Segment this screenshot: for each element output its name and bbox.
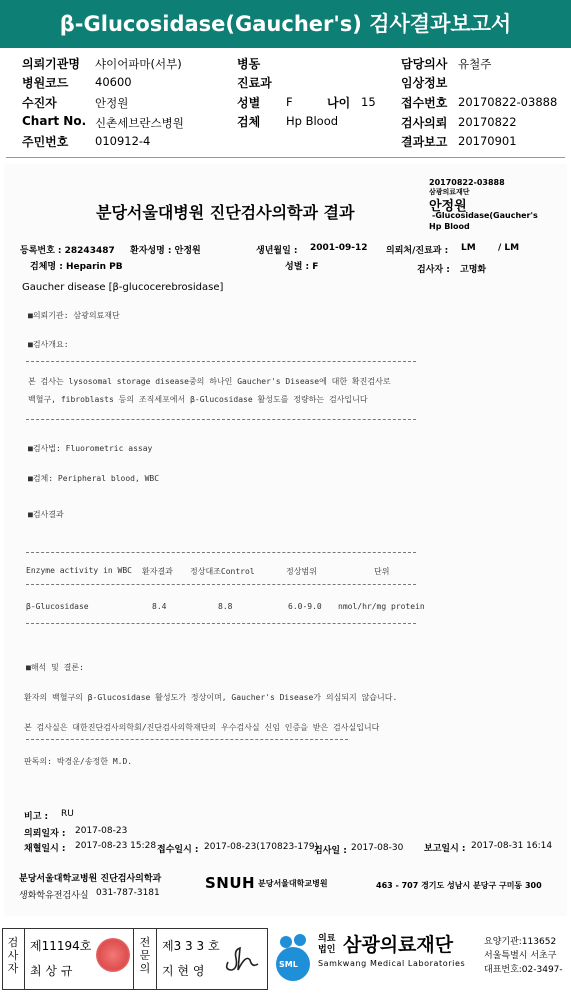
age-value: 15 (361, 95, 376, 109)
footer-org: 분당서울대학교병원 진단검사의학과 (19, 874, 162, 884)
foundation-small-1: 의료 (318, 934, 336, 944)
sml-logo-icon (272, 930, 314, 986)
foundation-name: 삼광의료재단 (343, 934, 454, 956)
sex-value: F (286, 95, 293, 109)
divider (156, 928, 157, 990)
examiner-value: 고명화 (460, 265, 487, 275)
specimen-name: 검체명 : Heparin PB (30, 262, 123, 272)
table-cell-enzyme: β-Glucosidase (26, 602, 89, 611)
collector-value: 안정원 (95, 96, 129, 110)
table-header-enzyme: Enzyme activity in WBC (26, 566, 132, 575)
foundation-english: Samkwang Medical Laboratories (318, 959, 466, 968)
summary-line-1: 본 검사는 lysosomal storage disease중의 하나인 Gaucher's Disease에 대한 확진검사로 (28, 377, 391, 386)
receive-value: 2017-08-23(170823-179) (204, 842, 319, 852)
dashed-rule (26, 584, 416, 585)
receipt-label: 접수번호 (401, 96, 448, 110)
footer-phone: 031-787-3181 (96, 888, 160, 898)
table-header-unit: 단위 (374, 567, 390, 576)
test-date-value: 2017-08-30 (351, 843, 404, 853)
ward-label: 병동 (237, 57, 261, 71)
patient-name: 환자성명 : 안정원 (130, 246, 201, 256)
clinical-label: 임상정보 (401, 76, 448, 90)
request-value: 20170822 (458, 115, 517, 129)
stamp-specimen: Hp Blood (429, 222, 470, 231)
reg-number: 등록번호 : 28243487 (20, 246, 115, 256)
stamp-test: -Glucosidase(Gaucher's (432, 211, 538, 220)
collector-label: 수진자 (22, 96, 57, 110)
age-label: 나이 (327, 96, 351, 110)
specialist-vertical-label (138, 936, 152, 975)
inspector-char: 사 (7, 949, 19, 962)
note-value: RU (61, 809, 74, 819)
id-value: 010912-4 (95, 134, 151, 148)
collect-label: 채혈일시 : (24, 844, 66, 854)
stamp-org: 삼광의료재단 (429, 188, 470, 196)
table-cell-unit: nmol/hr/mg protein (338, 602, 425, 611)
address: 463 - 707 경기도 성남시 분당구 구미동 300 (376, 881, 542, 890)
report-date-value: 2017-08-31 16:14 (471, 841, 553, 851)
code-value: 40600 (95, 75, 132, 89)
footer (0, 926, 571, 994)
dept-label: 의뢰처/진료과 : (386, 246, 449, 256)
summary-heading: ■검사개요: (28, 340, 69, 349)
inspector-number: 제11194호 (30, 939, 92, 953)
inspector-char: 자 (7, 962, 19, 975)
code-label: 병원코드 (22, 76, 69, 90)
org-value: 샤이어파마(서부) (95, 57, 182, 71)
inspector-name: 최 상 규 (30, 964, 73, 978)
specimen-line: ■검체: Peripheral blood, WBC (28, 474, 160, 483)
page-title: β-Glucosidase(Gaucher's) 검사결과보고서 (59, 12, 512, 36)
disease-title: Gaucher disease [β-glucocerebrosidase] (22, 282, 224, 293)
sml-logo-text: SML (279, 960, 298, 969)
divider (6, 157, 565, 158)
seal-stamp (96, 938, 130, 972)
req-date-value: 2017-08-23 (75, 826, 128, 836)
specialist-char: 전 (139, 936, 151, 949)
req-date-label: 의뢰일자 : (24, 829, 66, 839)
result-heading: ■검사결과 (28, 510, 64, 519)
table-header-range: 정상범위 (286, 567, 317, 576)
doctor-value: 유철주 (458, 57, 492, 71)
test-label: 검체 (237, 115, 261, 129)
snuh-name: 분당서울대학교병원 (258, 879, 328, 888)
id-label: 주민번호 (22, 135, 69, 149)
org-line: ■의뢰기관: 삼광의료재단 (28, 311, 120, 320)
sex-label: 성별 (237, 96, 261, 110)
examiner-label: 검사자 : (417, 265, 450, 275)
summary-line-2: 백혈구, fibroblasts 등의 조직세포에서 β-Glucosidase 활성도를 정량하는 검사입니다 (28, 395, 368, 404)
divider (133, 928, 134, 990)
test-date-label: 검사일 : (314, 846, 347, 856)
receipt-value: 20170822-03888 (458, 95, 558, 109)
contact-line-2: 서울특별시 서초구 (484, 951, 557, 961)
dept-value: LM (461, 243, 476, 253)
foundation-small-2: 법인 (318, 945, 336, 955)
test-value: Hp Blood (286, 114, 339, 128)
note-label: 비고 : (24, 812, 49, 822)
chart-value: 신촌세브란스병원 (95, 116, 184, 130)
report-sex: 성별 : F (285, 262, 319, 272)
doctor-label: 담당의사 (401, 57, 448, 71)
table-cell-range: 6.0-9.0 (288, 602, 322, 611)
dob-value: 2001-09-12 (310, 243, 368, 253)
contact-line-1: 요양기관:113652 (484, 937, 557, 947)
dashed-rule (26, 739, 348, 740)
receive-label: 접수일시 : (157, 845, 199, 855)
interpretation-heading: ■해석 및 결론: (26, 663, 84, 672)
specialist-name: 지 현 영 (162, 964, 205, 978)
report-sheet (4, 164, 567, 916)
stamp-number: 20170822-03888 (429, 178, 505, 187)
report-date-label: 보고일시 : (424, 844, 466, 854)
snuh-logo: SNUH (205, 874, 256, 892)
dept-label: 진료과 (237, 76, 272, 90)
table-cell-control: 8.8 (218, 602, 233, 611)
footer-lab: 생화학유전검사실 (19, 891, 89, 901)
specialist-number: 제3 3 3 호 (162, 939, 220, 953)
report-label: 결과보고 (401, 135, 448, 149)
dashed-rule (26, 623, 416, 624)
contact-line-3: 대표번호:02-3497- (484, 965, 563, 975)
dashed-rule (26, 419, 416, 420)
signature-icon (222, 940, 262, 976)
inspector-vertical-label (6, 936, 20, 975)
divider (24, 928, 25, 990)
reader-line: 판독의: 박경운/송정한 M.D. (24, 757, 133, 766)
inspector-char: 검 (7, 936, 19, 949)
interpretation-line-1: 환자의 백혈구의 β-Glucosidase 활성도가 정상이며, Gaucher's Disease가 의심되지 않습니다. (24, 693, 398, 702)
specialist-char: 문 (139, 949, 151, 962)
chart-label: Chart No. (22, 114, 87, 128)
dept-value-2: / LM (498, 243, 520, 253)
report-hospital-title: 분당서울대병원 진단검사의학과 결과 (96, 203, 355, 222)
request-label: 검사의뢰 (401, 116, 448, 130)
table-header-patient: 환자결과 (142, 567, 173, 576)
table-header-control: 정상대조Control (190, 567, 255, 576)
specialist-char: 의 (139, 962, 151, 975)
dashed-rule (26, 552, 416, 553)
report-value: 20170901 (458, 134, 517, 148)
collect-value: 2017-08-23 15:28 (75, 841, 157, 851)
table-cell-patient: 8.4 (152, 602, 167, 611)
dob-label: 생년월일 : (256, 246, 298, 256)
stamp-name: 안정원 (429, 199, 467, 214)
org-label: 의뢰기관명 (22, 57, 80, 71)
interpretation-line-2: 본 검사실은 대한진단검사의학회/진단검사의학재단의 우수검사실 신임 인증을 받은 검사실입니다 (24, 723, 380, 732)
dashed-rule (26, 361, 416, 362)
method-line: ■검사법: Fluorometric assay (28, 444, 153, 453)
